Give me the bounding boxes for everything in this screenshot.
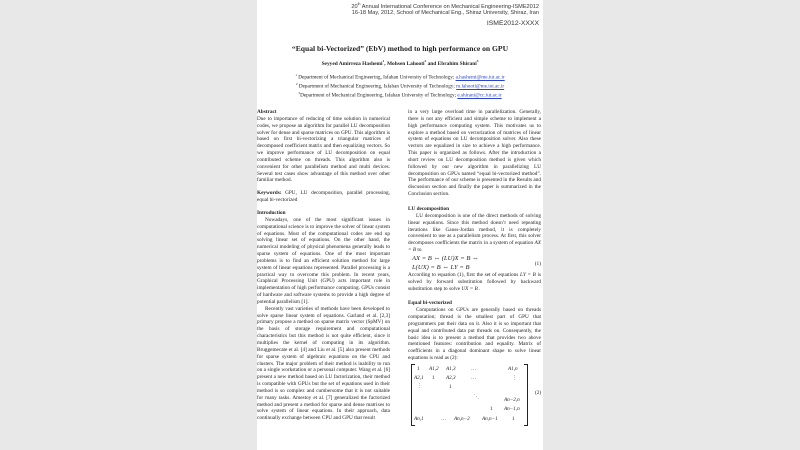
affiliation-item	[257, 72, 543, 81]
author-affil-mark: 3	[476, 58, 479, 63]
conference-header	[351, 1, 539, 17]
affil-mark: 2	[295, 82, 298, 87]
matrix-cell: 1	[417, 366, 420, 372]
lu-text: .	[477, 285, 481, 292]
author-affil-mark: 1	[382, 58, 385, 63]
equation-line: AX = B ⇔ (LU)X = B ⇔	[412, 254, 479, 262]
lu-paragraph	[408, 272, 541, 293]
right-column	[408, 109, 541, 426]
ebv-paragraph: Computations on GPUs are generally based on threads computation; thread is the smallest part of GPU that programmers put their data on it. Also it is so important that equal and contributed data put threads on. Consequently, the basic idea is to present a method that provides two above mentioned features: contribution and equality. Matrix of coefficients in a diagonal dominant shape to solve linear equations is read as (2):	[408, 307, 541, 362]
equation-line: L(UX) = B ⇔ LY = B	[412, 263, 470, 271]
matrix-cell: An−1,n	[504, 406, 520, 412]
matrix-cell: ⋮	[512, 375, 518, 381]
equation-number: (1)	[534, 260, 541, 267]
abstract-text: Due to importance of reducing of time solution in numerical codes, we propose an algorithm for parallel LU decomposition solver for dense and sparse matrices on GPU. This algorithm is based on first bi-vectorizing a triangular matrices of decomposed coefficient matrix and then equalizing vectors. So we improve performance of LU decomposition on equal contributed scheme on threads. This algorithm also is convenient for other parallelism method and multi devices. Several test cases show advantage of this method over other familiar method.	[257, 115, 390, 184]
affiliations	[257, 72, 543, 99]
conf-name: Annual International Conference on Mechanical Engineering-ISME2012	[360, 3, 539, 10]
matrix-cell: A2,3	[446, 375, 456, 381]
inline-equation: AX = B	[408, 240, 541, 254]
matrix-cell: An,1	[414, 416, 424, 422]
keywords-text: GPU, LU decomposition, parallel processing, equal bi-vectorized	[257, 190, 390, 204]
affil-text: Department of Mechanical Engineering, Isfahan University of Technology;	[300, 92, 458, 99]
intro-paragraph-continued: in a very large overload time in parallelization. Generally, there is not any efficient and simple scheme to implement a high performance computing system. This motivates us to explore a method based on vectorization of matrices of linear system of equations on LU decomposition solver. Also these vectors are equalized in size to achieve a high performance. This paper is organized as follows. After the introduction a short review on LU decomposition method is given which followed by our new algorithm in parallelizing LU decomposition on GPUs named “equal bi-vectorized method”. The performance of our scheme is presented in the Results and discussion section and finally the paper is summarized in the Conclusion section.	[408, 109, 541, 198]
affil-text: Department of Mechanical Engineering, Isfahan University of Technology;	[296, 74, 456, 81]
abstract-heading: Abstract	[257, 109, 277, 115]
author-separator: ,	[384, 60, 387, 67]
inline-equation: LY = B	[520, 271, 536, 278]
introduction-heading: Introduction	[257, 209, 286, 216]
matrix-cell: …	[471, 375, 477, 381]
keywords	[257, 190, 390, 204]
author-separator: and	[426, 60, 438, 67]
matrix-cell: …	[471, 366, 477, 372]
paper-id: ISME2012-XXXX	[486, 20, 539, 27]
right-bracket	[524, 364, 528, 426]
conf-date-location: 16-18 May, 2012, School of Mechanical Eng., Shiraz University, Shiraz, Iran	[351, 10, 539, 17]
matrix-cell: A2,1	[414, 375, 424, 381]
lu-text: is solved by forward substitution followed by backward substitution step to solve	[408, 271, 542, 292]
email-link[interactable]: e.shirani@cc.iut.ac.ir	[457, 92, 502, 99]
paper-page	[257, 0, 543, 450]
equation-1	[408, 254, 541, 272]
lu-text: According to equation (1), first the set of equations	[408, 271, 520, 278]
affiliation-item	[257, 90, 543, 99]
paper-title: “Equal bi-Vectorized” (EbV) method to high performance on GPU	[291, 44, 509, 53]
lu-paragraph	[408, 213, 541, 254]
intro-paragraph: Recently vast varieties of methods have been developed to solve sparse linear system of equations. Garland et al. [2,3] primary propose a method on sparse matrix vector (SpMV) on the basis of storage requirement and computational characteristics but this method is not quite efficient, since it multiplies the kernel of computing in its algorithm. Bruggemecate et al. [4] and Liu et al. [5] also present methods for sparse system of algebraic equations on the CPU and clusters. The major problem of their method is inability to run on a single workstation or a personal computer. Wang et al. [6] present a new method based on LU factorization, their method is compatible with GPUs but the set of equations used in their method is so complex and cumbersome that it is not suitable for many tasks. Amestoy et al. [7] generalized the factorized method and present a method for sparse and dense matrixes to solve system of linear equations. In their approach, data continually exchange between CPU and GPU that result	[257, 305, 390, 422]
matrix-cell: 1	[449, 384, 452, 390]
affil-text: Department of Mechanical Engineering, Isfahan University of Technology;	[297, 83, 457, 90]
matrix-cell: A1,3	[446, 366, 456, 372]
lu-heading: LU decomposition	[408, 205, 449, 212]
coefficient-matrix	[408, 364, 541, 426]
matrix-cell: 1	[512, 416, 515, 422]
matrix-cell: An−2,n	[504, 397, 520, 403]
keywords-label: Keywords:	[257, 190, 282, 197]
email-link[interactable]: m.lahooti@me.iut.ac.ir	[456, 83, 505, 90]
author-name: Seyyed Amirreza Hashemi	[321, 60, 383, 67]
intro-paragraph: Nowadays, one of the most significant issues in computational science is to improve the solver of linear system of equations. Most of the computational codes are end up solving linear set of equations. On the other hand, the numerical modeling of physical phenomena generally leads to sparse system of equations. One of the most important problems is to find an efficient solution method for large system of linear equations represented. Parallel processing is a practical way to overcome this problem. In recent years, Graphical Processing Unit (GPU) acts important role in implementation of high performance computing. GPUs consist of hardware and software systems to provide a high degree of potential parallelism [1].	[257, 216, 390, 305]
matrix-cell: ⋱	[474, 394, 480, 400]
inline-equation: UX = B	[461, 285, 478, 292]
author-affil-mark: 2	[424, 58, 427, 63]
matrix-cell: 1	[490, 406, 493, 412]
equation-number: (2)	[535, 390, 542, 396]
author-name: Ebrahim Shirani	[437, 60, 477, 67]
conf-ordinal-suffix: th	[357, 2, 361, 6]
affil-mark: 3	[298, 91, 301, 96]
author-list	[257, 59, 543, 67]
email-link[interactable]: a.hashemi@me.iut.ac.ir	[455, 74, 505, 81]
matrix-cell: ⋮	[417, 383, 423, 389]
ebv-heading: Equal bi-vectorized	[408, 300, 452, 307]
lu-text: to	[416, 247, 422, 254]
author-name: Mohsen Lahooti	[386, 60, 425, 67]
matrix-cell: A1,2	[429, 366, 439, 372]
matrix-cell: 1	[432, 375, 435, 381]
matrix-cell: An,n−1	[482, 416, 498, 422]
left-column	[257, 109, 390, 422]
affil-mark: 1	[295, 73, 297, 77]
affiliation-item	[257, 81, 543, 90]
matrix-cell: An,n−2	[454, 416, 470, 422]
matrix-cell: …	[441, 416, 447, 422]
conf-ordinal: 20	[351, 3, 358, 10]
matrix-cell: A1,n	[508, 366, 518, 372]
lu-text: LU decomposition is one of the direct methods of solving linear equations. Since this method doesn’t need repeating iterations like Gauss-Jordan method, it is completely convenient to use as a parallelism process. At first, this solver decomposes coefficients the matrix in a system of equation	[408, 212, 541, 247]
